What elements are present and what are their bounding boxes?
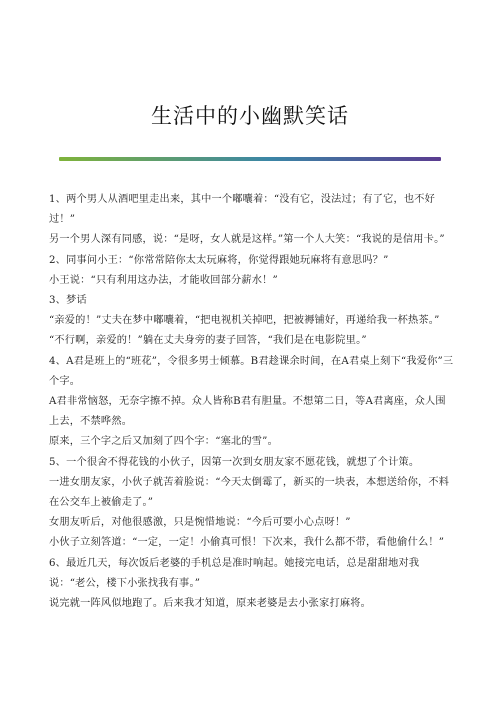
- paragraph: 女朋友听后，对他很感激，只是惋惜地说：“今后可要小心点呀！”: [49, 517, 351, 529]
- paragraph: 原来，三个字之后又加刻了四个字：“塞北的雪”。: [49, 436, 278, 448]
- paragraph: A君非常恼怒，无奈字擦不掉。众人皆称B君有胆量。不想第二日，等A君离座，众人围上去，不禁哗然。: [49, 396, 446, 428]
- paragraph: 5、一个很舍不得花钱的小伙子，因第一次到女朋友家不愿花钱，就想了个计策。: [49, 456, 420, 468]
- paragraph: 1、两个男人从酒吧里走出来，其中一个嘟囔着：“没有它，没法过；有了它，也不好过！”: [49, 194, 436, 226]
- paragraph: 2、同事问小王：“你常常陪你太太玩麻将，你觉得跟她玩麻将有意思吗？”: [49, 254, 389, 266]
- title-divider: [59, 157, 441, 161]
- paragraph: “不行啊，亲爱的！”躺在丈夫身旁的妻子回答，“我们是在电影院里。”: [49, 335, 367, 347]
- paragraph: 小王说：“只有利用这办法，才能收回部分薪水！”: [49, 274, 278, 286]
- paragraph: 一进女朋友家，小伙子就苦着脸说：“今天太倒霉了，新买的一块表，本想送给你，不料在公交车上被偷走了。”: [49, 476, 450, 509]
- paragraph: 另一个男人深有同感，说：“是呀，女人就是这样。”第一个人大笑：“我说的是信用卡。”: [49, 234, 445, 246]
- document-title: 生活中的小幽默笑话: [151, 104, 349, 128]
- paragraph: 说完就一阵风似地跑了。后来我才知道，原来老婆是去小张家打麻将。: [49, 598, 372, 610]
- paragraph: 3、梦话: [49, 295, 87, 307]
- paragraph: 6、最近几天，每次饭后老婆的手机总是准时响起。她接完电话，总是甜甜地对我说：“老公，楼下小张找我有事。”: [49, 557, 420, 589]
- paragraph: “亲爱的！”丈夫在梦中嘟囔着，“把电视机关掉吧，把被褥铺好，再递给我一杯热茶。”: [49, 315, 440, 327]
- document-body: [49, 190, 455, 614]
- paragraph: 4、A君是班上的“班花”，令很多男士倾慕。B君趁课余时间，在A君桌上刻下“我爱你”三个字。: [49, 355, 454, 387]
- paragraph: 小伙子立刻答道：“一定，一定！小偷真可恨！下次来，我什么都不带，看他偷什么！”: [49, 537, 445, 549]
